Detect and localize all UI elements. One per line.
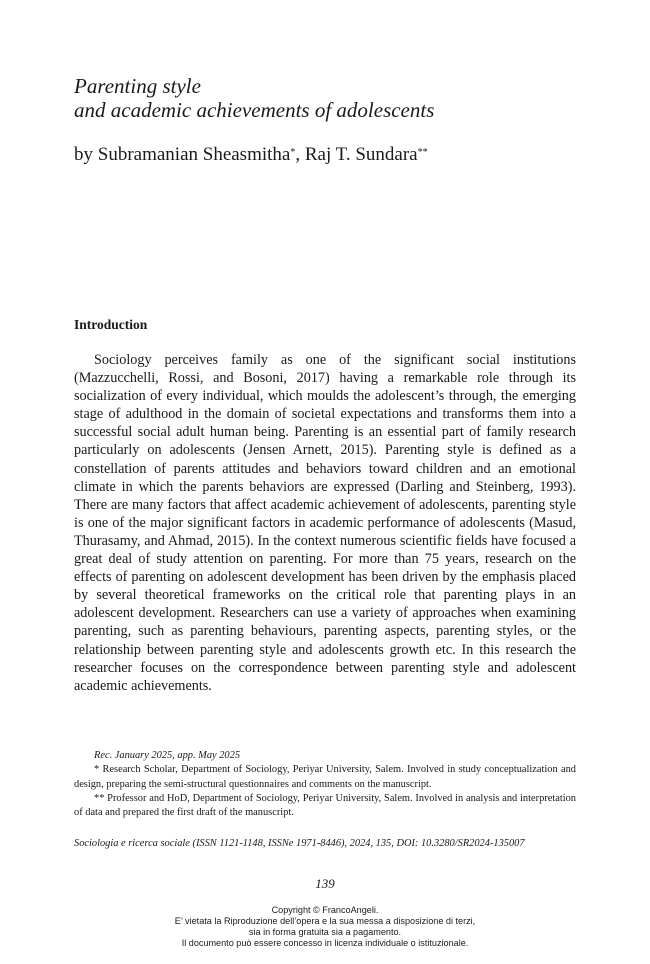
journal-citation: Sociologia e ricerca sociale (ISSN 1121-1148, ISSNe 1971-8446), 2024, 135, DOI: 10.3280/SR2024-135007: [74, 838, 525, 849]
author-2-footnote-mark: **: [417, 147, 428, 158]
copyright-notice: [0, 905, 650, 949]
copyright-line-2: E’ vietata la Riproduzione dell’opera e la sua messa a disposizione di terzi,: [174, 916, 476, 926]
page-number: 139: [315, 876, 335, 891]
author-prefix: by: [74, 144, 98, 165]
copyright-line-3: sia in forma gratuita sia a pagamento.: [248, 927, 402, 937]
author-1: Subramanian Sheasmitha: [97, 144, 291, 165]
title-line-2: and academic achievements of adolescents: [74, 98, 435, 122]
footnote-1: * Research Scholar, Department of Sociology, Periyar University, Salem. Involved in study conceptualization and design, preparing the semi-structural questionnaires and comments on the manuscript.: [74, 764, 576, 790]
introduction-paragraph: Sociology perceives family as one of the significant social institutions (Mazzucchelli, Rossi, and Bosoni, 2017) having a remarkable role through its socialization of every individual, which moulds the adolescent’s through, the emerging stage of adulthood in the domain of societal expectations and transforms them into a successful social adult human being. Parenting is an essential part of family research particularly on adolescents (Jensen Arnett, 2015). Parenting style is defined as a constellation of parents attitudes and behaviors toward children and an emotional climate in which the parents behaviors are expressed (Darling and Steinberg, 1993). There are many factors that affect academic achievement of adolescents, parenting style is one of the major significant factors in academic performance of adolescents (Masud, Thurasamy, and Ahmad, 2015). In the context numerous scientific fields have focused a great deal of study attention on parenting. For more than 75 years, research on the effects of parenting on adolescent development has been driven by the emphasis placed by several theoretical frameworks on the critical role that parenting plays in an adolescent development. Researchers can use a variety of approaches when examining parenting, such as parenting behaviours, parenting aspects, parenting styles, or the relationship between parenting style and adolescents growth etc. In this research the researcher focuses on the correspondence between parenting style and adolescent academic achievements.: [74, 352, 576, 694]
author-line: [74, 143, 428, 167]
footnotes: [74, 749, 576, 820]
copyright-line-4: Il documento può essere concesso in licenza individuale o istituzionale.: [181, 938, 469, 948]
author-1-footnote-mark: *: [290, 147, 296, 158]
article-title: [74, 74, 594, 122]
title-line-1: Parenting style: [74, 74, 201, 98]
author-separator: ,: [295, 144, 305, 165]
footnote-2: ** Professor and HoD, Department of Sociology, Periyar University, Salem. Involved in analysis and interpretation of data and prepared the first draft of the manuscript.: [74, 792, 576, 819]
author-2: Raj T. Sundara: [304, 144, 418, 165]
received-note: Rec. January 2025, app. May 2025: [94, 750, 241, 761]
copyright-line-1: Copyright © FrancoAngeli.: [271, 905, 379, 915]
section-heading: Introduction: [74, 317, 148, 332]
